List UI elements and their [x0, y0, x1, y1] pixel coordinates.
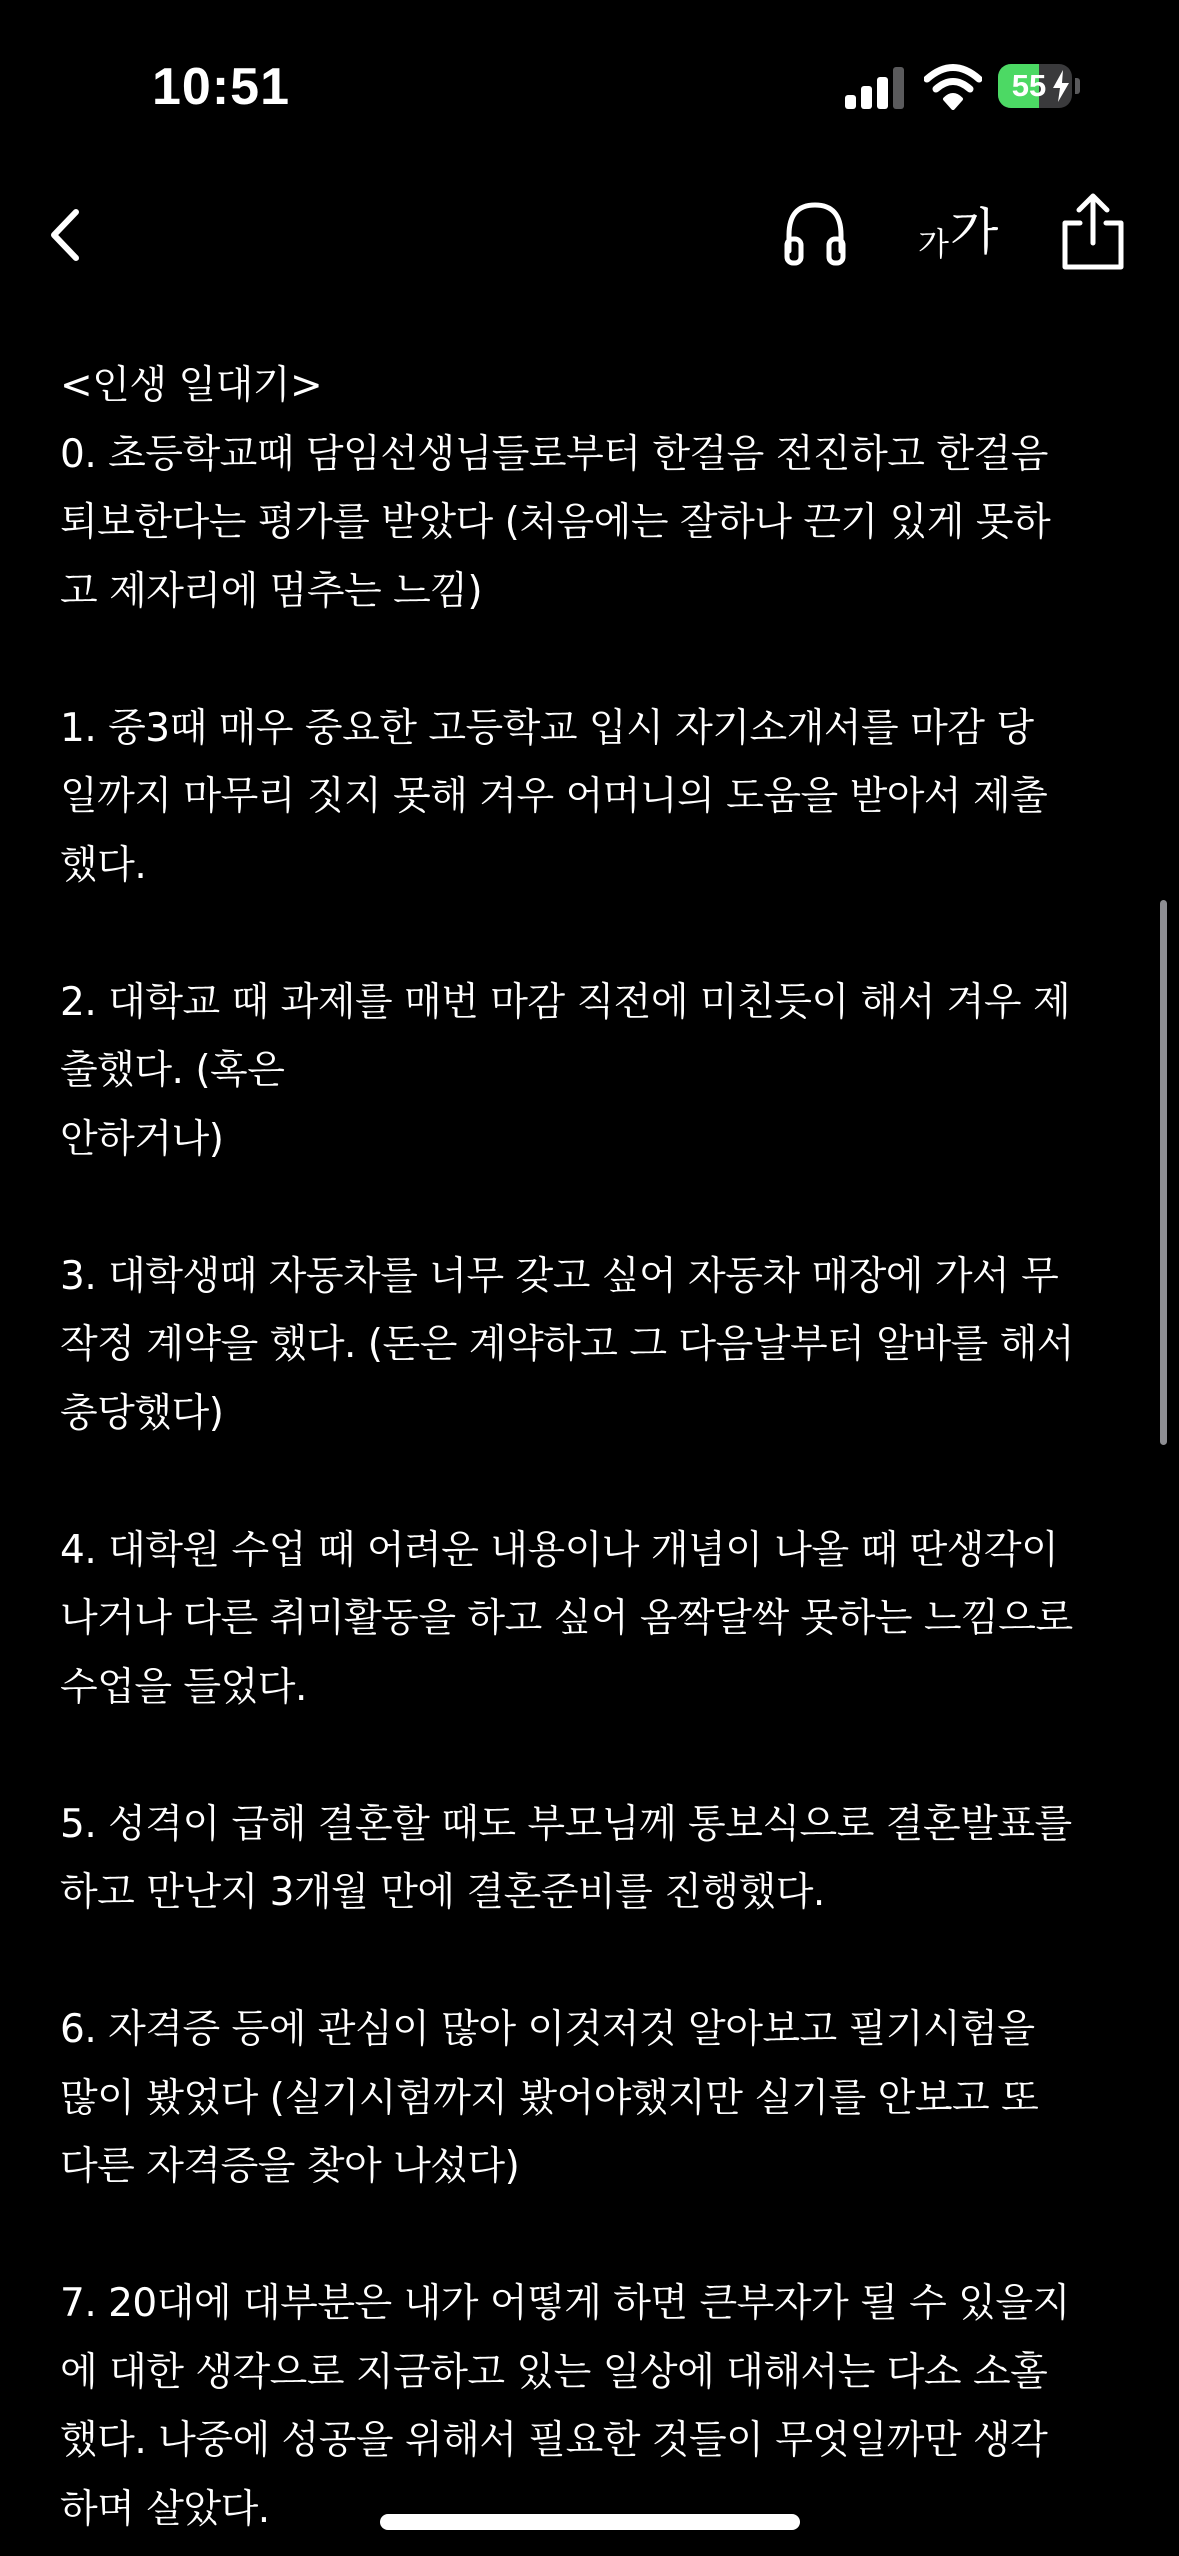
- blank-line: [60, 1722, 1130, 1791]
- text-line: 1. 중3때 매우 중요한 고등학교 입시 자기소개서를 마감 당: [60, 705, 1034, 751]
- back-button[interactable]: [40, 190, 100, 280]
- battery-percent: 55: [1011, 68, 1047, 103]
- text-line: 출했다. (혹은: [60, 1048, 285, 1093]
- text-line: 5. 성격이 급해 결혼할 때도 부모님께 통보식으로 결혼발표를: [60, 1801, 1072, 1847]
- text-line: 하고 만난지 3개월 만에 결혼준비를 진행했다.: [60, 1870, 825, 1915]
- text-line: 일까지 마무리 짓지 못해 겨우 어머니의 도움을 받아서 제출: [60, 774, 1048, 819]
- text-line: 나거나 다른 취미활동을 하고 싶어 옴짝달싹 못하는 느낌으로: [60, 1596, 1073, 1641]
- text-line: 퇴보한다는 평가를 받았다 (처음에는 잘하나 끈기 있게 못하: [60, 500, 1051, 545]
- text-line: 4. 대학원 수업 때 어려운 내용이나 개념이 나올 때 딴생각이: [60, 1527, 1059, 1573]
- blank-line: [60, 1174, 1130, 1243]
- memo-body[interactable]: [60, 352, 1130, 2544]
- text-line: 에 대한 생각으로 지금하고 있는 일상에 대해서는 다소 소홀: [60, 2349, 1048, 2395]
- wifi-icon: [924, 64, 982, 110]
- text-line: 2. 대학교 때 과제를 매번 마감 직전에 미친듯이 해서 겨우 제: [60, 979, 1071, 1025]
- text-line: <인생 일대기>: [60, 363, 323, 408]
- blank-line: [60, 1928, 1130, 1997]
- text-line: 3. 대학생때 자동차를 너무 갖고 싶어 자동차 매장에 가서 무: [60, 1253, 1059, 1299]
- blank-line: [60, 2202, 1130, 2271]
- text-size-button[interactable]: [910, 190, 1010, 270]
- charging-bolt-icon: [1052, 70, 1070, 102]
- share-button[interactable]: [1055, 187, 1131, 277]
- text-line: 0. 초등학교때 담임선생님들로부터 한걸음 전진하고 한걸음: [60, 431, 1048, 477]
- home-indicator[interactable]: [380, 2514, 800, 2530]
- text-line: 6. 자격증 등에 관심이 많아 이것저것 알아보고 필기시험을: [60, 2007, 1035, 2052]
- text-line: 했다.: [60, 842, 147, 888]
- text-line: 수업을 들었다.: [60, 1664, 307, 1710]
- text-line: 했다. 나중에 성공을 위해서 필요한 것들이 무엇일까만 생각: [60, 2418, 1048, 2463]
- text-line: 7. 20대에 대부분은 내가 어떻게 하면 큰부자가 될 수 있을지: [60, 2281, 1070, 2326]
- text-line: 충당했다): [60, 1390, 224, 1436]
- battery-icon: [998, 64, 1080, 108]
- text-line: 안하거나): [60, 1116, 224, 1162]
- text-line: 고 제자리에 멈추는 느낌): [60, 568, 483, 614]
- headphones-icon: [780, 195, 850, 275]
- share-icon: [1055, 187, 1131, 277]
- listen-button[interactable]: [780, 195, 850, 275]
- blank-line: [60, 1448, 1130, 1517]
- cellular-signal-icon: [845, 67, 905, 109]
- chevron-left-icon: [40, 190, 100, 280]
- text-size-small-glyph: 가: [918, 225, 949, 263]
- text-line: 많이 봤었다 (실기시험까지 봤어야했지만 실기를 안보고 또: [60, 2075, 1039, 2121]
- status-time: 10:51: [152, 58, 290, 116]
- status-bar: [0, 0, 1179, 175]
- blank-line: [60, 626, 1130, 695]
- blank-line: [60, 900, 1130, 969]
- text-line: 다른 자격증을 찾아 나섰다): [60, 2144, 520, 2189]
- text-line: 하며 살았다.: [60, 2486, 270, 2532]
- battery-body: [998, 64, 1072, 108]
- battery-cap: [1075, 78, 1080, 94]
- scroll-indicator[interactable]: [1160, 900, 1167, 1445]
- text-size-large-glyph: 가: [950, 203, 999, 261]
- navigation-bar: [0, 175, 1179, 345]
- text-line: 작정 계약을 했다. (돈은 계약하고 그 다음날부터 알바를 해서: [60, 1322, 1074, 1367]
